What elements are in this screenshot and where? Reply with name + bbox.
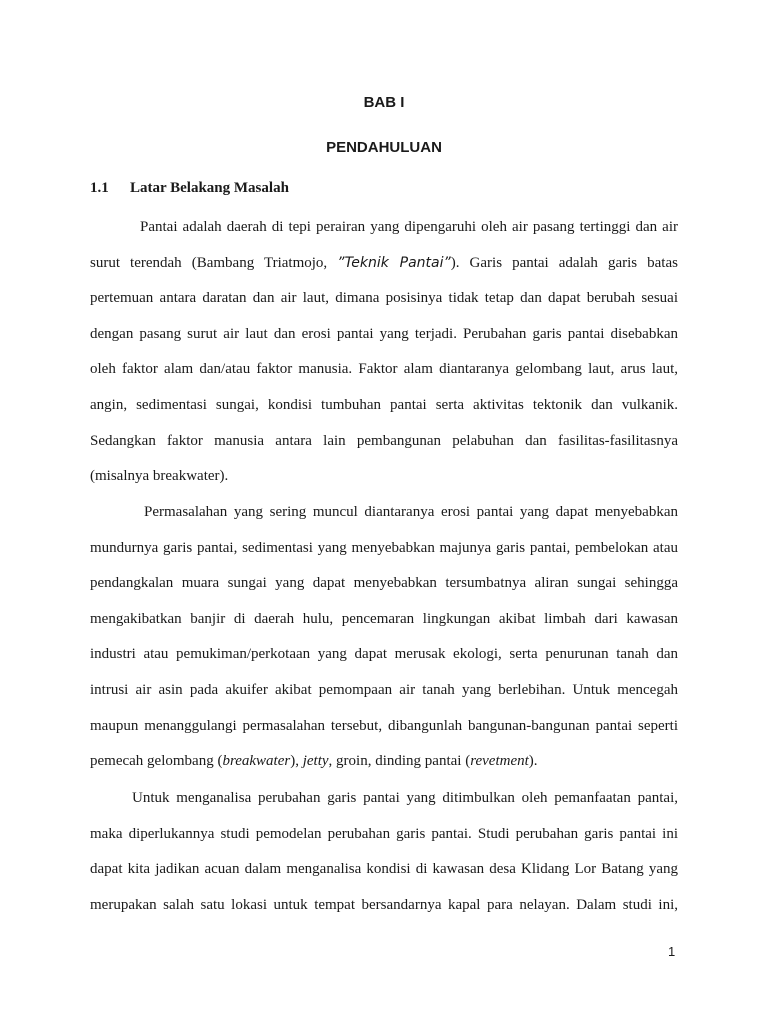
paragraph-line: merupakan salah satu lokasi untuk tempat bersandarnya kapal para nelayan. Dalam studi ini, <box>90 896 678 913</box>
paragraph-line: pendangkalan muara sungai yang dapat menyebabkan tersumbatnya aliran sungai sehingga <box>90 575 678 592</box>
paragraph-line: Pantai adalah daerah di tepi perairan yang dipengaruhi oleh air pasang tertinggi dan air <box>140 219 678 235</box>
paragraph-2 <box>90 495 678 780</box>
paragraph-line: angin, sedimentasi sungai, kondisi tumbuhan pantai serta aktivitas tektonik dan vulkanik. <box>90 396 678 413</box>
paragraph-line: mundurnya garis pantai, sedimentasi yang menyebabkan majunya garis pantai, pembelokan atau <box>90 539 678 556</box>
section-heading <box>90 180 289 197</box>
paragraph-line: industri atau pemukiman/perkotaan yang dapat merusak ekologi, serta penurunan tanah dan <box>90 646 678 663</box>
paragraph-line: Untuk menganalisa perubahan garis pantai yang ditimbulkan oleh pemanfaatan pantai, <box>132 790 678 806</box>
paragraph-line: intrusi air asin pada akuifer akibat pemompaan air tanah yang berlebihan. Untuk mencegah <box>90 681 678 698</box>
paragraph-line: surut terendah (Bambang Triatmojo, ”Teknik Pantai”). Garis pantai adalah garis batas <box>90 254 678 271</box>
citation-title: ”Teknik Pantai” <box>337 254 451 271</box>
paragraph-line: dapat kita jadikan acuan dalam menganalisa kondisi di kawasan desa Klidang Lor Batang yang <box>90 861 678 878</box>
paragraph-line: Permasalahan yang sering muncul diantaranya erosi pantai yang dapat menyebabkan <box>144 504 678 520</box>
paragraph-line: dengan pasang surut air laut dan erosi pantai yang terjadi. Perubahan garis pantai disebabkan <box>90 325 678 342</box>
paragraph-line: (misalnya breakwater). <box>90 468 229 485</box>
page-number: 1 <box>668 944 676 959</box>
paragraph-line: pertemuan antara daratan dan air laut, dimana posisinya tidak tetap dan dapat berubah sesuai <box>90 290 678 307</box>
paragraph-line: oleh faktor alam dan/atau faktor manusia. Faktor alam diantaranya gelombang laut, arus laut, <box>90 361 678 378</box>
paragraph-line: mengakibatkan banjir di daerah hulu, pencemaran lingkungan akibat limbah dari kawasan <box>90 610 678 627</box>
section-title: Latar Belakang Masalah <box>130 180 289 196</box>
section-number: 1.1 <box>90 180 109 196</box>
term-jetty: jetty <box>302 753 329 770</box>
paragraph-1 <box>90 210 678 495</box>
paragraph-3 <box>90 781 678 923</box>
paragraph-line: pemecah gelombang (breakwater), jetty, groin, dinding pantai (revetment). <box>90 753 538 770</box>
paragraph-line: maupun menanggulangi permasalahan tersebut, dibangunlah bangunan-bangunan pantai seperti <box>90 717 678 734</box>
paragraph-line: Sedangkan faktor manusia antara lain pembangunan pelabuhan dan fasilitas-fasilitasnya <box>90 432 678 449</box>
chapter-label: BAB I <box>363 94 405 111</box>
chapter-title: PENDAHULUAN <box>326 139 442 156</box>
term-revetment: revetment <box>470 753 529 770</box>
paragraph-line: maka diperlukannya studi pemodelan perubahan garis pantai. Studi perubahan garis pantai ini <box>90 825 678 842</box>
term-breakwater: breakwater <box>222 753 291 770</box>
